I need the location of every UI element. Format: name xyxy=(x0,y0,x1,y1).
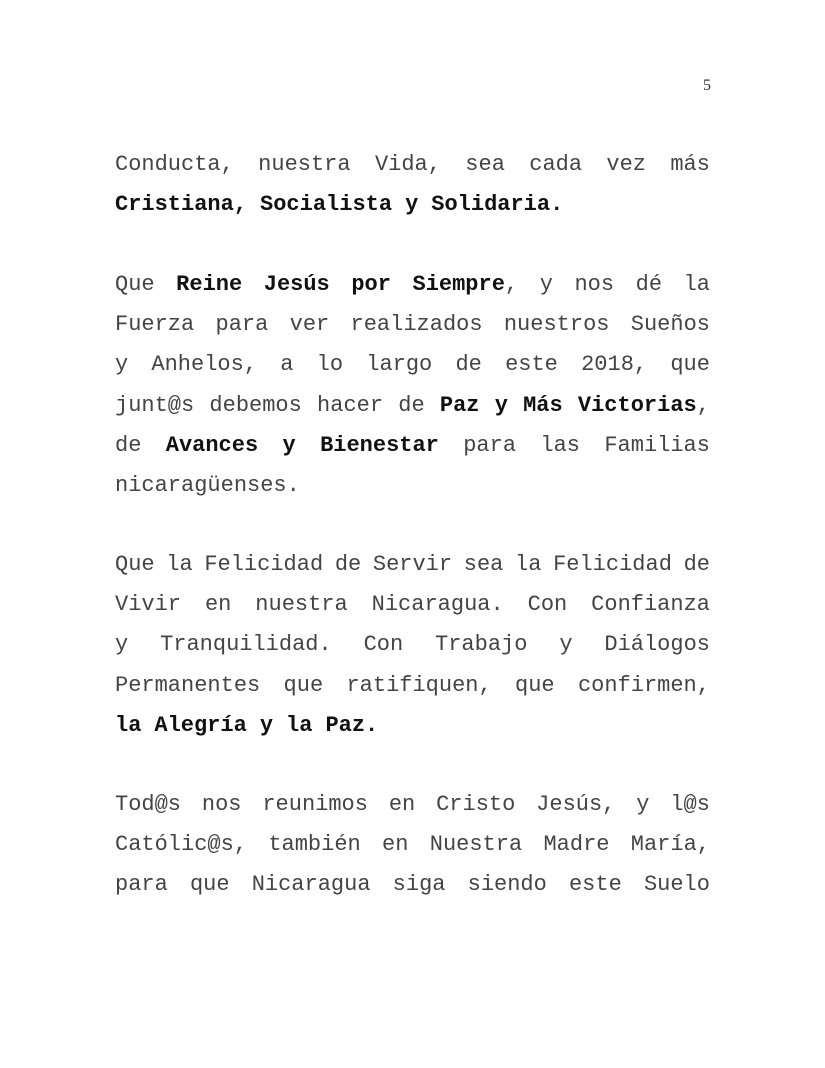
word xyxy=(636,790,649,820)
word xyxy=(286,711,312,741)
word-text: Nicaragua xyxy=(251,872,371,898)
bold-word: Solidaria. xyxy=(431,192,564,218)
word xyxy=(346,671,491,701)
word-text: Confianza xyxy=(591,592,710,618)
word-text: confirmen, xyxy=(577,672,710,698)
text-line xyxy=(115,471,710,501)
word-text: hacer xyxy=(317,392,384,418)
bold-word: Avances xyxy=(165,432,259,458)
word-text: vez xyxy=(606,152,647,177)
word-text: que xyxy=(283,672,324,698)
word xyxy=(455,350,481,380)
word-text: Diálogos xyxy=(604,632,710,658)
word-text: de xyxy=(683,552,710,577)
word-text: Vivir xyxy=(115,592,182,618)
word-text: Nicaragua. xyxy=(371,592,504,618)
word-text: nos xyxy=(201,792,242,817)
bold-word: y xyxy=(259,712,274,738)
bold-word: y xyxy=(405,192,419,218)
word xyxy=(405,190,418,220)
word xyxy=(115,550,155,580)
bold-word: Jesús xyxy=(263,272,330,297)
word-text: 2018, xyxy=(581,352,648,378)
word xyxy=(176,270,242,300)
word xyxy=(115,310,194,340)
word xyxy=(317,350,343,380)
word-text: Tranquilidad. xyxy=(160,632,332,658)
bold-word: la xyxy=(115,712,142,738)
word-text: Que xyxy=(115,272,155,297)
word xyxy=(115,471,300,501)
word xyxy=(578,391,710,421)
word xyxy=(591,590,710,620)
word-text: ver xyxy=(289,312,330,338)
bold-word: y xyxy=(494,392,508,418)
word xyxy=(115,870,168,900)
word xyxy=(115,431,141,461)
word xyxy=(644,870,710,900)
word xyxy=(284,671,324,701)
word xyxy=(440,391,480,421)
word xyxy=(115,190,247,220)
word xyxy=(529,150,582,180)
word xyxy=(115,671,260,701)
bold-word: Cristiana, xyxy=(115,192,248,218)
word xyxy=(115,270,155,300)
word xyxy=(190,870,230,900)
word xyxy=(581,350,647,380)
word xyxy=(670,150,710,180)
word xyxy=(375,150,441,180)
text-line xyxy=(115,190,710,220)
word-text: Suelo xyxy=(643,872,710,898)
word-text: Nuestra xyxy=(429,832,523,858)
word-text: Cristo xyxy=(436,792,516,817)
word-text: que xyxy=(515,672,555,698)
word xyxy=(115,830,247,860)
word-text: siendo xyxy=(467,872,547,898)
word xyxy=(280,350,293,380)
word xyxy=(631,830,710,860)
word xyxy=(372,590,504,620)
word-text: que xyxy=(670,352,710,378)
word xyxy=(670,350,710,380)
text-line xyxy=(115,590,710,620)
bold-word: la xyxy=(286,712,313,738)
word xyxy=(115,711,141,741)
word xyxy=(209,391,301,421)
word xyxy=(325,711,378,741)
word xyxy=(205,590,231,620)
word-text: Fuerza xyxy=(115,312,195,338)
text-line xyxy=(115,830,710,860)
word xyxy=(540,431,580,461)
word xyxy=(115,350,128,380)
word-text: Tod@s xyxy=(115,792,182,817)
word-text: junt@s xyxy=(115,392,195,418)
word xyxy=(115,150,234,180)
word-text: la xyxy=(683,272,710,297)
word xyxy=(351,270,391,300)
word-text: de xyxy=(398,392,425,418)
word xyxy=(166,550,192,580)
word-text: nicaragüenses. xyxy=(115,473,300,498)
word xyxy=(264,270,330,300)
word-text: en xyxy=(382,832,409,858)
word-text: debemos xyxy=(209,392,302,418)
word xyxy=(290,310,330,340)
word xyxy=(398,391,424,421)
text-line xyxy=(115,671,710,701)
word xyxy=(115,630,128,660)
word xyxy=(258,150,350,180)
word xyxy=(204,550,323,580)
word xyxy=(465,150,505,180)
word xyxy=(317,391,383,421)
word xyxy=(283,431,296,461)
word xyxy=(151,350,257,380)
text-line xyxy=(115,630,710,660)
word xyxy=(320,431,439,461)
word xyxy=(553,550,672,580)
word xyxy=(569,870,622,900)
word-text: Felicidad xyxy=(204,552,324,577)
word xyxy=(389,790,415,820)
word xyxy=(463,431,516,461)
word-text: siga xyxy=(392,872,446,898)
word-text: l@s xyxy=(670,792,710,817)
word xyxy=(559,630,572,660)
word xyxy=(335,550,361,580)
word-text: reunimos xyxy=(262,792,368,817)
word xyxy=(464,550,504,580)
word-text: de xyxy=(334,552,362,577)
word xyxy=(543,830,609,860)
word xyxy=(515,671,555,701)
word xyxy=(382,830,408,860)
word-text: y xyxy=(115,352,129,378)
word xyxy=(574,270,614,300)
word xyxy=(528,590,568,620)
word-text: y xyxy=(115,632,129,658)
word-text: en xyxy=(204,592,232,618)
word xyxy=(216,310,269,340)
word-text: y xyxy=(539,272,553,297)
word-text: Con xyxy=(363,632,404,658)
word-text: sea xyxy=(463,552,504,577)
text-line xyxy=(115,431,710,461)
word-text: Que xyxy=(115,552,155,577)
word xyxy=(540,270,553,300)
word-text: a xyxy=(280,352,294,378)
word-text: Jesús, xyxy=(536,792,616,817)
word-text: para xyxy=(115,872,168,898)
bold-word: Más xyxy=(523,392,563,418)
word xyxy=(604,630,710,660)
word-text: y xyxy=(559,632,573,658)
bold-word: y xyxy=(282,432,296,458)
word xyxy=(631,310,710,340)
word-text: Madre xyxy=(543,832,610,858)
word-text: Permanentes xyxy=(115,672,261,698)
bold-word: por xyxy=(351,272,391,297)
word xyxy=(636,270,662,300)
word-text: Servir xyxy=(372,552,453,577)
word-text: nos xyxy=(574,272,615,297)
word-text: nuestros xyxy=(503,312,610,338)
word xyxy=(202,790,242,820)
text-line xyxy=(115,310,710,340)
page-number: 5 xyxy=(703,77,711,94)
word-text: y xyxy=(636,792,650,817)
word-text: este xyxy=(568,872,622,898)
text-line xyxy=(115,711,710,741)
word-text: este xyxy=(505,352,558,378)
word-text: Sueños xyxy=(630,312,710,338)
word xyxy=(373,550,452,580)
word xyxy=(536,790,615,820)
word-text: dé xyxy=(635,272,663,297)
word-text: Anhelos, xyxy=(151,352,258,378)
word xyxy=(431,190,563,220)
word-text: más xyxy=(670,152,710,177)
word xyxy=(364,630,404,660)
word xyxy=(154,711,246,741)
word-text: nuestra xyxy=(258,152,351,177)
word-text: sea xyxy=(465,152,505,177)
text-line xyxy=(115,270,710,300)
word xyxy=(505,350,558,380)
word xyxy=(435,630,527,660)
word xyxy=(393,870,446,900)
word-text: de xyxy=(115,432,142,458)
text-line xyxy=(115,350,710,380)
text-line xyxy=(115,391,710,421)
text-line xyxy=(115,150,710,180)
word xyxy=(252,870,371,900)
bold-word: Alegría xyxy=(154,712,247,738)
word-text: también xyxy=(268,832,361,858)
text-line xyxy=(115,790,710,820)
word xyxy=(260,711,273,741)
bold-word: Socialista xyxy=(260,192,393,218)
word xyxy=(260,190,392,220)
bold-word: Paz. xyxy=(325,712,379,738)
word xyxy=(255,590,347,620)
word xyxy=(670,790,710,820)
word xyxy=(115,391,194,421)
word-text: Con xyxy=(527,592,568,618)
word-text: Vida, xyxy=(374,152,441,177)
word xyxy=(684,550,710,580)
word-text: realizados xyxy=(350,312,483,338)
word-text: la xyxy=(515,552,542,577)
word xyxy=(160,630,332,660)
word xyxy=(515,550,541,580)
word xyxy=(495,391,508,421)
word xyxy=(166,431,258,461)
word-text: de xyxy=(455,352,482,378)
word xyxy=(430,830,522,860)
word xyxy=(504,310,610,340)
word-text: , xyxy=(696,392,710,418)
bold-word: Bienestar xyxy=(320,432,439,458)
word-text: largo xyxy=(366,352,433,378)
word xyxy=(604,431,710,461)
word-text: María, xyxy=(630,832,710,858)
word-text: ratifiquen, xyxy=(346,672,492,698)
word-text: Felicidad xyxy=(553,552,672,577)
word-text: , xyxy=(504,272,519,297)
text-line xyxy=(115,550,710,580)
word-text: las xyxy=(540,432,580,458)
word xyxy=(268,830,360,860)
word-text: Conducta, xyxy=(115,152,234,177)
word xyxy=(413,270,519,300)
bold-word: Paz xyxy=(439,392,480,418)
word xyxy=(366,350,432,380)
word-text: en xyxy=(388,792,416,817)
bold-word: Reine xyxy=(176,272,243,297)
word xyxy=(523,391,563,421)
word-text: para xyxy=(463,432,517,458)
word xyxy=(115,590,181,620)
word-text: Trabajo xyxy=(435,632,528,658)
word xyxy=(468,870,547,900)
word xyxy=(351,310,483,340)
word-text: nuestra xyxy=(255,592,348,618)
word xyxy=(606,150,646,180)
word-text: Católic@s, xyxy=(115,832,248,858)
word xyxy=(262,790,368,820)
word-text: lo xyxy=(316,352,344,378)
text-line xyxy=(115,870,710,900)
word xyxy=(578,671,710,701)
word xyxy=(115,790,181,820)
bold-word: Victorias xyxy=(577,392,697,418)
word-text: que xyxy=(189,872,230,898)
word-text: para xyxy=(215,312,269,338)
word-text: Familias xyxy=(604,432,710,458)
bold-word: Siempre xyxy=(412,272,505,297)
word-text: cada xyxy=(529,152,583,177)
word-text: la xyxy=(166,552,193,577)
word xyxy=(684,270,710,300)
word xyxy=(436,790,515,820)
